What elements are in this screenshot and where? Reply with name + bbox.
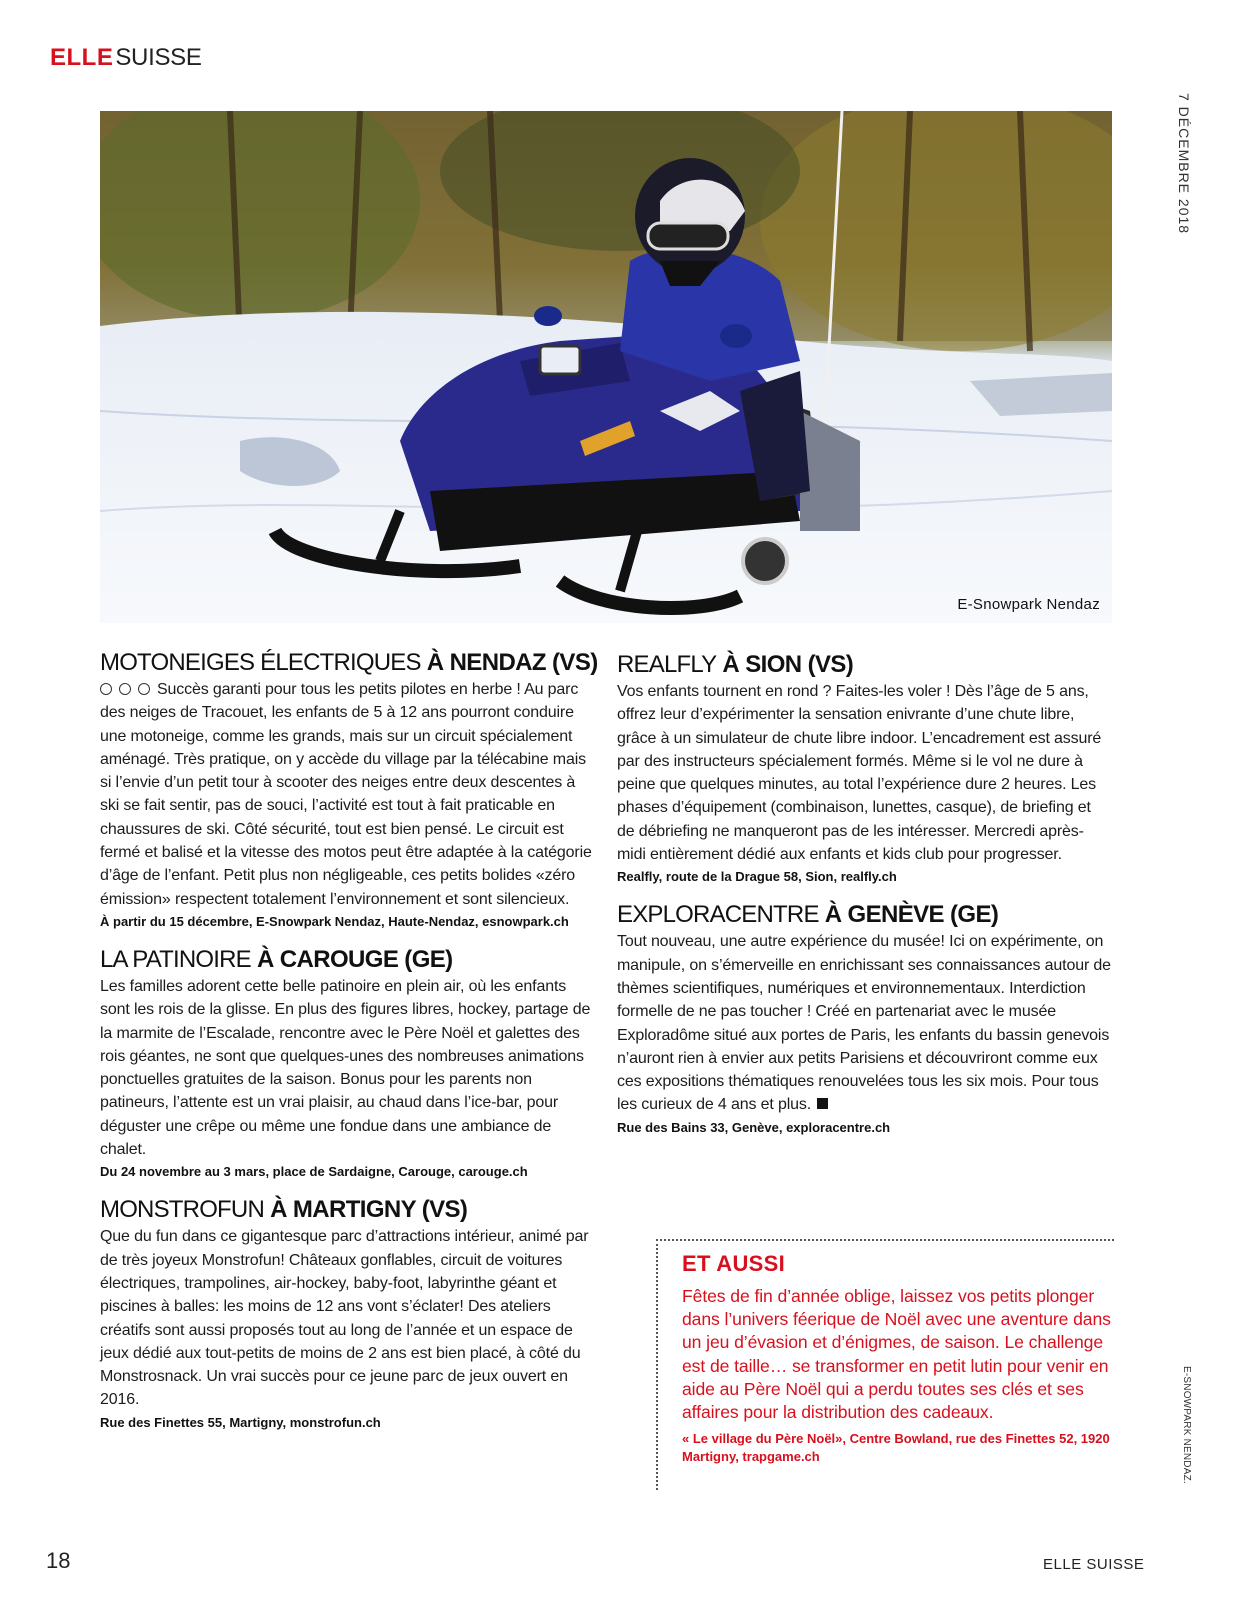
article-body (617, 930, 1112, 1116)
article-info: Du 24 novembre au 3 mars, place de Sardaigne, Carouge, carouge.ch (100, 1164, 528, 1180)
aside-box (656, 1239, 1114, 1490)
article-info: Rue des Bains 33, Genève, exploracentre.ch (617, 1119, 891, 1135)
article-info: À partir du 15 décembre, E-Snowpark Nendaz, Haute-Nendaz, esnowpark.ch (100, 913, 569, 929)
article-nendaz (100, 648, 598, 931)
rating-circle-icon (119, 683, 131, 695)
end-of-article-square-icon (817, 1098, 828, 1109)
headline-light: REALFLY (617, 651, 717, 678)
headline-bold: À MARTIGNY (VS) (270, 1196, 468, 1224)
aside-info: « Le village du Père Noël», Centre Bowland, rue des Finettes 52, 1920 Martigny, trapgame.ch (682, 1431, 1110, 1465)
aside-body: Fêtes de fin d’année oblige, laissez vos petits plonger dans l’univers féerique de Noël avec une aventure dans un jeu d’évasion et d’énigmes, de saison. Le challenge est de taille… se transformer en petit lutin pour venir en aide au Père Noël qui a perdu toutes ses clés et ses affaires pour la distribution des cadeaux. (682, 1286, 1111, 1423)
headline-bold: À NENDAZ (VS) (426, 649, 598, 676)
photo-credit: E-SNOWPARK NENDAZ. (1181, 1366, 1192, 1484)
right-column (617, 650, 1112, 1151)
article-carouge (100, 945, 595, 1181)
aside-title: ET AUSSI (682, 1251, 786, 1276)
article-headline (100, 945, 595, 975)
hero-photo (100, 111, 1112, 623)
article-martigny (100, 1195, 595, 1431)
masthead (50, 44, 202, 72)
article-headline (617, 900, 1112, 930)
snowmobile-photo-illustration (100, 111, 1112, 623)
article-sion (617, 650, 1112, 886)
article-body-text: Tout nouveau, une autre expérience du musée! Ici on expérimente, on manipule, on s’émerveille en enrichissant ses connaissances autour de thèmes scientifiques, numériques et environnementaux. Interdiction formelle de ne pas toucher ! Créé en partenariat avec le musée Exploradôme situé aux portes de Paris, les enfants du bassin genevois n’auront rien à envier aux petits Parisiens et découvriront comme eux ces expositions thématiques renouvelées tous les six mois. Pour tous les curieux de 4 ans et plus. (617, 933, 1111, 1114)
masthead-edition: SUISSE (115, 44, 202, 71)
headline-light: LA PATINOIRE (100, 945, 251, 973)
page-number: 18 (46, 1548, 71, 1573)
aside-content (682, 1251, 1112, 1466)
left-column (100, 648, 598, 1446)
article-body (100, 678, 595, 911)
article-headline (617, 650, 1112, 680)
article-headline (100, 1195, 595, 1225)
headline-bold: À GENÈVE (GE) (824, 901, 999, 929)
footer-brand: ELLE SUISSE (1043, 1556, 1145, 1573)
rating-circles (100, 681, 157, 698)
headline-light: MOTONEIGES ÉLECTRIQUES (100, 649, 421, 676)
headline-light: MONSTROFUN (100, 1196, 264, 1224)
article-body-text: Succès garanti pour tous les petits pilotes en herbe ! Au parc des neiges de Tracouet, les enfants de 5 à 12 ans pourront conduire une motoneige, comme les grands, mais sur un circuit spécialement aménagé. Très pratique, on y accède du village par la télécabine mais si l’envie d’un petit tour à scooter des neiges entre deux descentes à ski se fait sentir, pas de souci, l’activité est tout à fait praticable en chaussures de ski. Côté sécurité, tout est bien pensé. Le circuit est fermé et balisé et la vitesse des motos peut être adaptée à la catégorie d’âge de l’enfant. Petit plus non négligeable, ces petits bolides «zéro émission» respectent totalement l’environnement et sont silencieux. (100, 681, 592, 908)
article-body: Que du fun dans ce gigantesque parc d’attractions intérieur, animé par de très joyeux Monstrofun! Châteaux gonflables, circuit de voitures électriques, trampolines, air-hockey, baby-foot, labyrinthe géant et piscines à balles: les moins de 12 ans vont s’éclater! Des ateliers créatifs sont aussi proposés tout au long de l’année et un espace de jeux dédié aux tout-petits de moins de 2 ans est bien placé, à côté du Monstrosnack. Un vrai succès pour ce jeune parc de jeux ouvert en 2016. (100, 1228, 589, 1409)
headline-bold: À SION (VS) (722, 651, 854, 678)
article-body: Les familles adorent cette belle patinoire en plein air, où les enfants sont les rois de la glisse. En plus des figures libres, hockey, partage de la marmite de l’Escalade, rencontre avec le Père Noël et galettes des rois géantes, ne sont que quelques-unes des nombreuses animations ponctuelles gratuites de la saison. Bonus pour les parents non patineurs, l’attente est un vrai plaisir, au chaud dans l’ice-bar, pour déguster une crêpe ou même une fondue dans une ambiance de chalet. (100, 977, 591, 1159)
photo-caption: E-Snowpark Nendaz (957, 596, 1100, 613)
headline-light: EXPLORACENTRE (617, 901, 819, 929)
article-body: Vos enfants tournent en rond ? Faites-les voler ! Dès l’âge de 5 ans, offrez leur d’expérimenter la sensation enivrante d’une chute libre, grâce à un simulateur de chute libre indoor. L’encadrement est assuré par des instructeurs spécialement formés. Même si le vol ne dure à peine que quelques minutes, au total l’expérience dure 2 heures. Les phases d’équipement (combinaison, lunettes, casque), de briefing et de débriefing ne manqueront pas de les intéresser. Mercredi après-midi entièrement dédié aux enfants et kids club pour progresser. (617, 683, 1102, 864)
article-info: Rue des Finettes 55, Martigny, monstrofun.ch (100, 1414, 381, 1430)
article-geneve (617, 900, 1112, 1136)
rating-circle-icon (138, 683, 150, 695)
masthead-brand: ELLE (50, 44, 114, 71)
rating-circle-icon (100, 683, 112, 695)
article-headline (100, 648, 598, 678)
headline-bold: À CAROUGE (GE) (256, 945, 453, 973)
article-info: Realfly, route de la Drague 58, Sion, realfly.ch (617, 869, 897, 885)
issue-date: 7 DÉCEMBRE 2018 (1176, 93, 1192, 235)
